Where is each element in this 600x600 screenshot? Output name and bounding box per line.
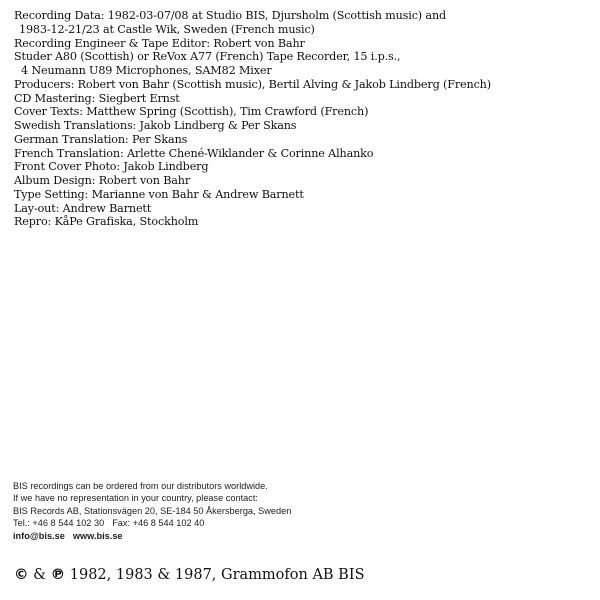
credit-line: German Translation: Per Skans bbox=[14, 132, 188, 146]
phone-line bbox=[13, 517, 291, 529]
credit-line: Cover Texts: Matthew Spring (Scottish), Tim Crawford (French) bbox=[14, 105, 369, 119]
order-info: BIS recordings can be ordered from our distributors worldwide. bbox=[13, 481, 268, 491]
credit-line: Recording Engineer & Tape Editor: Robert von Bahr bbox=[14, 36, 305, 50]
credit-line: Type Setting: Marianne von Bahr & Andrew Barnett bbox=[14, 187, 304, 201]
ampersand: & bbox=[33, 567, 47, 583]
email-link[interactable]: info@bis.se bbox=[13, 530, 65, 541]
credit-line: French Translation: Arlette Chené-Wiklander & Corinne Alhanko bbox=[14, 146, 374, 160]
copyright-icon: © bbox=[14, 567, 29, 583]
credit-line: Lay-out: Andrew Barnett bbox=[14, 201, 152, 215]
copyright-text: 1982, 1983 & 1987, Grammofon AB BIS bbox=[69, 567, 365, 583]
credit-line: CD Mastering: Siegbert Ernst bbox=[14, 91, 180, 105]
credit-line: Front Cover Photo: Jakob Lindberg bbox=[14, 160, 209, 174]
telephone: Tel.: +46 8 544 102 30 bbox=[13, 518, 105, 529]
credit-line: Recording Data: 1982-03-07/08 at Studio BIS, Djursholm (Scottish music) and bbox=[14, 9, 447, 22]
credit-line: 4 Neumann U89 Microphones, SAM82 Mixer bbox=[21, 64, 272, 77]
credit-line: Album Design: Robert von Bahr bbox=[14, 174, 191, 187]
web-line bbox=[13, 530, 291, 542]
address: BIS Records AB, Stationsvägen 20, SE-184 50 Åkersberga, Sweden bbox=[13, 505, 292, 516]
fax: Fax: +46 8 544 102 40 bbox=[112, 518, 205, 529]
contact-info bbox=[13, 480, 291, 542]
credit-line: 1983-12-21/23 at Castle Wik, Sweden (French music) bbox=[19, 22, 315, 36]
copyright-notice bbox=[14, 567, 365, 583]
credit-line: Studer A80 (Scottish) or ReVox A77 (French) Tape Recorder, 15 i.p.s., bbox=[14, 50, 401, 64]
phonogram-icon: ℗ bbox=[50, 567, 66, 583]
credits-list bbox=[14, 9, 491, 229]
credit-line: Repro: KåPe Grafiska, Stockholm bbox=[14, 215, 199, 229]
contact-prompt: If we have no representation in your country, please contact: bbox=[13, 493, 258, 504]
website-link[interactable]: www.bis.se bbox=[72, 530, 123, 541]
credit-line: Producers: Robert von Bahr (Scottish music), Bertil Alving & Jakob Lindberg (French) bbox=[14, 77, 491, 91]
credit-line: Swedish Translations: Jakob Lindberg & Per Skans bbox=[14, 119, 297, 132]
